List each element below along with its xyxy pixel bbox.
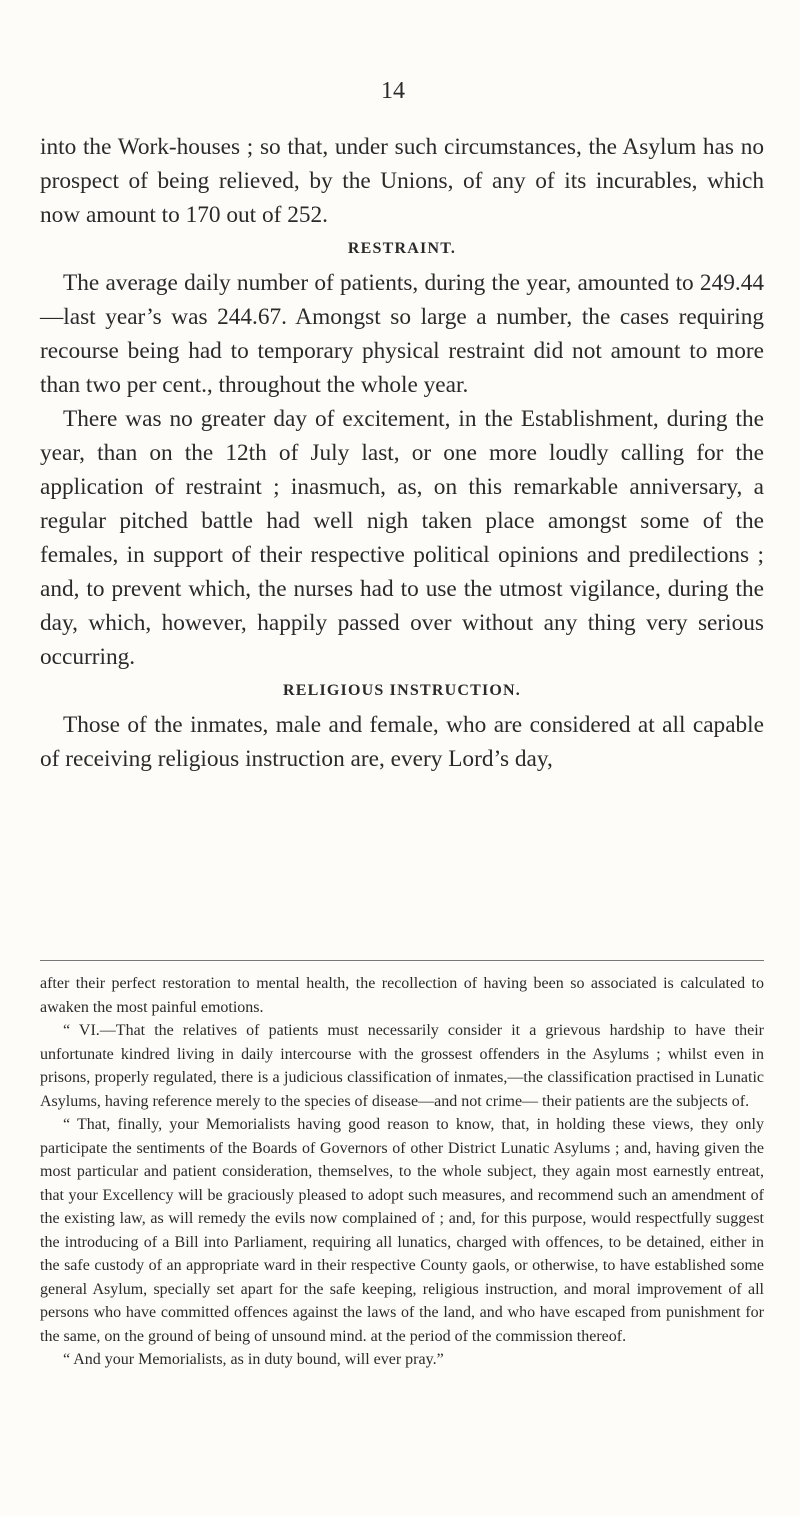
footnote: [40, 972, 764, 1372]
main-text: [40, 130, 764, 776]
footnote-paragraph: “ That, finally, your Memorialists having good reason to know, that, in holding these views, they only participate the sentiments of the Boards of Governors of other District Lunatic Asylums ; and, having given the most particular and patient consideration, themselves, to the whole subject, they again most earnestly entreat, that your Excellency will be graciously pleased to adopt such measures, and recommend such an amendment of the existing law, as will remedy the evils now complained of ; and, for this purpose, would respectfully suggest the introducing of a Bill into Parliament, requiring all lunatics, charged with offences, to be detained, either in the safe custody of an appropriate ward in their respective County gaols, or otherwise, to have established some general Asylum, specially set apart for the safe keeping, religious instruction, and moral improvement of all persons who have committed offences against the laws of the land, and who have escaped from punishment for the same, on the ground of being of unsound mind. at the period of the commission thereof.: [40, 1116, 764, 1345]
footnote-paragraph: after their perfect restoration to mental health, the recollection of having been so associated is calculated to awaken the most painful emotions.: [40, 975, 764, 1016]
paragraph-average-patients: The average daily number of patients, during the year, amounted to 249.44—last year’s was 244.67. Amongst so large a number, the cases requiring recourse being had to temporary physical restraint did not amount to more than two per cent., throughout the whole year.: [40, 270, 764, 398]
section-heading-restraint: RESTRAINT.: [347, 240, 457, 257]
footnote-paragraph: “ VI.—That the relatives of patients must necessarily consider it a grievous hardship to have their unfortunate kindred living in daily intercourse with the grossest offenders in the Asylums ; whilst even in prisons, properly regulated, there is a judicious classification of inmates,—the classification practised in Lunatic Asylums, having reference merely to the species of disease—and not crime— their patients are the subjects of.: [40, 1022, 764, 1110]
paragraph-work-houses: into the Work-houses ; so that, under such circumstances, the Asylum has no prospect of being relieved, by the Unions, of any of its incurables, which now amount to 170 out of 252.: [40, 134, 764, 228]
footnote-paragraph: “ And your Memorialists, as in duty bound, will ever pray.”: [63, 1351, 444, 1368]
page-number: 14: [381, 78, 405, 104]
footnote-divider: [40, 960, 764, 961]
paragraph-religious-instruction: Those of the inmates, male and female, who are considered at all capable of receiving religious instruction are, every Lord’s day,: [40, 712, 764, 772]
paragraph-excitement: There was no greater day of excitement, in the Establishment, during the year, than on the 12th of July last, or one more loudly calling for the application of restraint ; inasmuch, as, on this remarkable anniversary, a regular pitched battle had well nigh taken place amongst some of the females, in support of their respective political opinions and predilections ; and, to prevent which, the nurses had to use the utmost vigilance, during the day, which, however, happily passed over without any thing very serious occurring.: [40, 406, 764, 670]
section-heading-religious-instruction: RELIGIOUS INSTRUCTION.: [282, 682, 521, 699]
